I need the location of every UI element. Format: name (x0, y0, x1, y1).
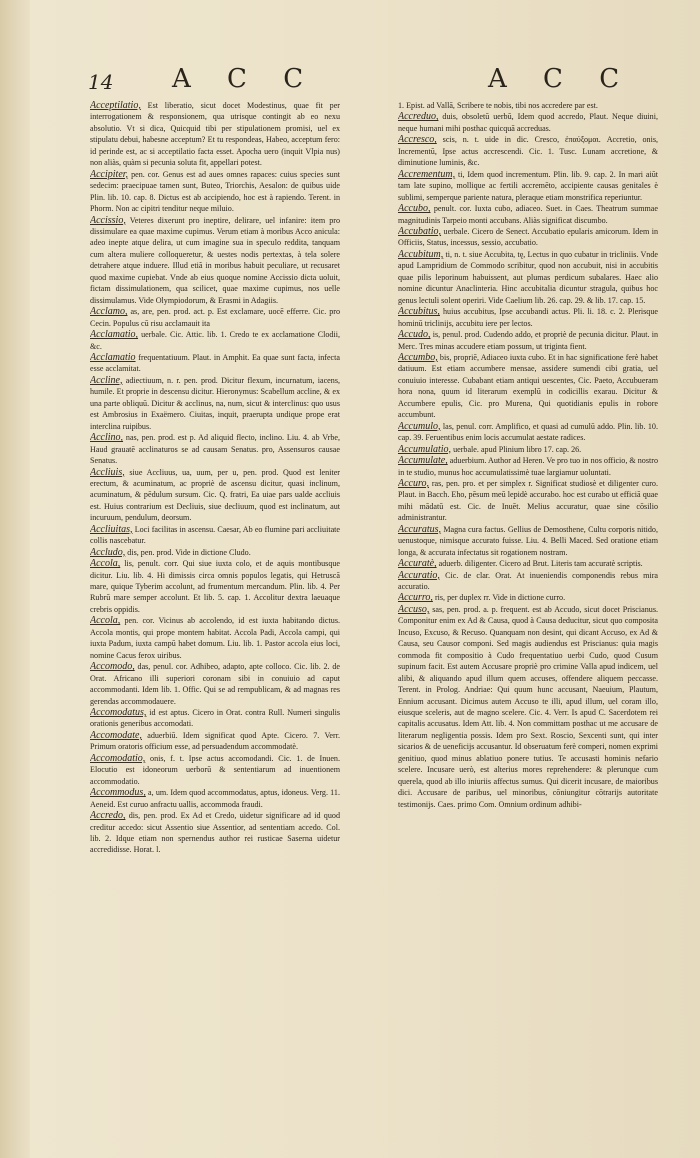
dictionary-entry (90, 558, 340, 615)
dictionary-entry (90, 306, 340, 329)
entry-lemma: Accludo, (90, 546, 126, 558)
entry-lemma: Acclamatio, (90, 329, 139, 341)
entry-text: scis, n. t. uide in dic. Cresco, ἐπαύξομαι. Accretio, onis, Incrementū, Ipse actus accrescendi. Cic. 1. Tusc. Lunam accretione, & diminutione luminis, &c. (398, 135, 658, 168)
entry-text: 1. Epist. ad Vallā, Scribere te nobis, tibi nos accredere par est. (398, 101, 598, 110)
entry-lemma: Accubitus, (398, 306, 440, 318)
dictionary-entry (90, 524, 340, 547)
dictionary-entry (398, 478, 658, 524)
entry-lemma: Accola, (90, 558, 121, 570)
entry-lemma: Accliuitas, (90, 523, 133, 535)
dictionary-entry (90, 329, 340, 352)
entry-text: nas, pen. prod. est p. Ad aliquid flecto, inclino. Liu. 4. ab Vrbe, Haud grauatē acclinaturos se ad causam Senatus. pro, Assensuros causae Senatus. (90, 433, 340, 466)
dictionary-entry (90, 215, 340, 307)
dictionary-entry (90, 432, 340, 466)
entry-lemma: Accreduo, (398, 111, 439, 123)
entry-text: duis, obsoletū uerbū, Idem quod accredo, Plaut. Neque diuini, neque humani mihi posthac quicquā accreduas. (398, 112, 658, 133)
entry-lemma: Accuso, (398, 603, 430, 615)
entry-lemma: Accomodatio, (90, 752, 146, 764)
entry-lemma: Accissio, (90, 214, 126, 226)
entry-text: Est liberatio, sicut docet Modestinus, quae fit per interrogationem & responsionem, qua utrisque contingit ab eo nexu absolutio. Vt si dica, Quicquid tibi per stipulationem promisi, uel ex stipulatu debui, habesne acceptum? Et tu respondeas, Habeo, acceptum fero: id perinde est, ac si acceptilatio facta esset. Apocha uero (inquit Vlpia nus) non aliàs, quàm si pecunia soluta fit, appellari potest. (90, 101, 340, 168)
entry-text: uerbale. apud Plinium libro 17. cap. 26. (453, 444, 582, 454)
entry-lemma: Accumulo, (398, 420, 441, 432)
dictionary-entry (398, 570, 658, 593)
entry-lemma: Accuratè, (398, 558, 437, 570)
entry-text: onis, f. t. Ipse actus accomodandi. Cic. 1. de Inuen. Elocutio est idoneorum uerborū & sententiarum ad inuentionem accommodatio. (90, 753, 340, 786)
entry-text: penult. cor. Iuxta cubo, adiaceo. Suet. in Caes. Theatrum summae magnitudinis Tarpeio monti accubans. Aliàs significat discumbo. (398, 204, 658, 225)
left-column (90, 100, 340, 1140)
dictionary-entry (90, 661, 340, 707)
dictionary-entry (90, 352, 340, 375)
dictionary-entry (398, 134, 658, 168)
dictionary-entry (90, 100, 340, 169)
dictionary-entry (398, 592, 658, 603)
entry-lemma: Accommodus, (90, 787, 146, 799)
entry-text: aduerb. diligenter. Cicero ad Brut. Literis tam accuratè scriptis. (438, 559, 643, 569)
entry-text: las, penul. corr. Amplifico, et quasi ad cumulū addo. Plin. lib. 10. cap. 39. Feruentibus enim locis accumulat aestate radices. (398, 421, 658, 443)
page-number: 14 (88, 70, 114, 94)
entry-lemma: Acclino, (90, 432, 124, 444)
dictionary-entry (90, 169, 340, 215)
entry-text: id est aptus. Cicero in Orat. contra Rull. Numeri singulis orationis generibus accomodati. (90, 708, 340, 729)
right-column (398, 100, 658, 1140)
entry-text: Loci facilitas in ascensu. Caesar, Ab eo flumine pari accliuitate collis nascebatur. (90, 524, 340, 546)
entry-lemma: Accumbo, (398, 351, 438, 363)
entry-text: aduerbiū. Idem significat quod Apte. Cicero. 7. Verr. Primum oratoris officium esse, ad persuadendum accommodatè. (90, 730, 340, 752)
entry-text: ras, pen. pro. et per simplex r. Significat studiosè et diligenter curo. Plaut. in Bacch. Eho, pēsum meū lepidè accurabo. hoc est curabo ut efficiā quae mihi mādatū est. Cic. de Inuēt. Melius accuratur, quae sine cōsilio administrantur. (398, 478, 658, 523)
page-header (88, 62, 634, 102)
dictionary-entry (90, 467, 340, 524)
entry-lemma: Accipiter, (90, 168, 129, 180)
dictionary-entry (398, 329, 658, 352)
entry-lemma: Accomodo, (90, 661, 135, 673)
dictionary-entry (398, 306, 658, 329)
dictionary-entry (398, 249, 658, 306)
entry-text: ti, Idem quod incrementum. Plin. lib. 9. cap. 2. In mari aiūt tam late supino, mollique ac fertili accremēto, accipiente causas genitales è sublimi, semperque pariente natura, pleraque etiam monstrifica reperiuntur. (398, 169, 658, 202)
entry-text: aduerbium. Author ad Heren. Ve pro tuo in nos officio, & nostro in te studio, munus hoc accumulatissimè tuae largiamur uoluntati. (398, 456, 658, 477)
entry-lemma: Accredo, (90, 810, 126, 822)
dictionary-entry (90, 615, 340, 661)
entry-lemma: Accuratus, (398, 523, 442, 535)
dictionary-entry (398, 444, 658, 455)
entry-text: das, penul. cor. Adhibeo, adapto, apte colloco. Cic. lib. 2. de Orat. Africano illi superiori coronam sibi in conuiuio ad caput accommodanti. Idem lib. 1. Offic. Qui se ad rempublicam, & ad magnas res gerendas accommodauere. (90, 662, 340, 706)
entry-text: pen. cor. Genus est ad aues omnes rapaces: cuius species sunt sedecim: praecipuae tamen sunt, Buteo, Triorchis, Aesalon: de quibus uide Plin. lib. 10. cap. 8. Dictus est ab accipiendo, hoc est à rapiendo. Terent. in Phorm. Non ac cipitri tenditur neque miluio. (90, 169, 340, 214)
dictionary-entry (398, 421, 658, 444)
entry-lemma: Accumulate, (398, 455, 448, 467)
entry-lemma: Acclamo, (90, 306, 128, 318)
dictionary-entry (90, 375, 340, 432)
entry-text: uerbale. Cicero de Senect. Accubatio epularis amicorum. Idem in Officiis, Status, incessus, sessio, accubatio. (398, 226, 658, 248)
entry-text: dis, pen. prod. Ex Ad et Credo, uidetur significare ad id quod creditur accedo: sicut Assentio siue Assentior, ad sententiam accedo. Col. lib. 2. Idque etiam non spernendus author rei rusticae Saserna uidetur accredidisse. Horat. l. (90, 811, 340, 855)
running-head-left: A C C (172, 64, 318, 94)
entry-text: siue Accliuus, ua, uum, per u, pen. prod. Quod est leniter erectum, & acuminatum, ac propriè de ascensu dicitur, quasi inclinum, acuminatum, & pēdulum sursum. Cic. Q. fratri, Ea uiae pars ualde accliuis est. Huius contrarium est Decliuis, siue decliuum, quod est inclinatum, aut incuruum, pendulum, deorsum. (90, 467, 340, 523)
entry-text: is, penul. prod. Cudendo addo, et propriè de pecunia dicitur. Plaut. in Merc. Tres minas accudere etiam possum, ut triginta fient. (398, 330, 658, 351)
dictionary-entry (398, 111, 658, 134)
dictionary-entry (398, 100, 658, 111)
entry-text: Magna cura factus. Gellius de Demosthene, Cultu corporis nitido, uenustoque, nimisque accurato fuisse. Liu. 4. Belli Maced. Sed oratione etiam longa, & accurata infectatus sit rogationem nostram. (398, 524, 658, 557)
binding-gutter (0, 0, 30, 1158)
entry-lemma: Accumulatio, (398, 443, 452, 455)
entry-text: a, um. Idem quod accommodatus, aptus, idoneus. Verg. 11. Aeneid. Est curuo anfractu uallis, accommoda fraudi. (90, 788, 340, 809)
entry-text: ti, n. t. siue Accubita, tę, Lectus in quo cubatur in tricliniis. Vnde apud Lampridium de Commodo scribitur, quod non accubuit, nisi in accubitis quae pilis leporinum habuissent, aut plumas perdicum subalares. Haec alio nomine dicuntur Anaclinteria. Hinc accubitalia dicuntur stragula, quibus hoc genus lectuli solent operiri. Vide Caelium lib. 26. cap. 29. & lib. 17. cap. 15. (398, 249, 658, 305)
entry-lemma: Accuratio, (398, 569, 440, 581)
entry-text: pen. cor. Vicinus ab accolendo, id est iuxta habitando dictus. Accola montis, qui prope montem habitat. Accola Padi, Accola campi, qui iuxta Padum, iuxta campū habet domum. Liu. lib. 1. Pastor accola eius loci, nomine Cacus ferox uiribus. (90, 616, 340, 660)
dictionary-entry (90, 730, 340, 753)
dictionary-entry (398, 169, 658, 203)
entry-text: lis, penult. corr. Qui siue iuxta colo, et de aquis montibusque dicitur. Liu. lib. 4. Hi dimissis circa omnis populos legatis, qui Hetruscā mare, quique Tyberim accolunt, ad frumentum mercandum. Plin. lib. 4. Per Rubrū mare semper accolunt. Et lib. 5. cap. 1. Accolitur dextra laeuaque crebris oppidis. (90, 559, 340, 614)
entry-lemma: Accubatio, (398, 225, 442, 237)
dictionary-entry (90, 787, 340, 810)
dictionary-entry (90, 753, 340, 787)
dictionary-entry (398, 455, 658, 478)
entry-lemma: Acceptilatio, (90, 100, 141, 111)
entry-lemma: Accliuis, (90, 466, 125, 478)
dictionary-entry (90, 547, 340, 558)
entry-lemma: Acclamatio (90, 351, 136, 363)
entry-lemma: Accola, (90, 615, 121, 627)
dictionary-entry (398, 352, 658, 421)
entry-text: adiectiuum, n. r. pen. prod. Dicitur flexum, incurnatum, iacens, humile. Et proprie in descensu dicitur. Hieronymus: Scabellum accline, & ex una parte obliquū. Dicitur & acclinus, na, num, sicut & interclinus: quo usus est Ambrosius in Exaëmero. Ciuitas, inquit, praerupta undique prope erat interclina ruipibus. (90, 375, 340, 431)
entry-lemma: Accomodate, (90, 729, 142, 741)
dictionary-entry (398, 604, 658, 810)
entry-lemma: Accrementum, (398, 168, 456, 180)
entry-text: as, are, pen. prod. act. p. Est exclamare, uocē efferre. Cic. pro Cecin. Populus cū risu acclamauit ita (90, 307, 340, 328)
dictionary-entry (90, 810, 340, 856)
entry-lemma: Accuro, (398, 477, 430, 489)
entry-lemma: Accubitum, (398, 248, 444, 260)
entry-lemma: Accline, (90, 374, 123, 386)
running-head-right: A C C (488, 64, 634, 94)
entry-lemma: Accresco, (398, 134, 437, 146)
entry-text: bis, propriē, Adiaceo iuxta cubo. Et in hac significatione ferè habet datiuum. Est etiam accumbere mensae, assidere sumendi cibi gratia, uel conuiuio interesse. Cubabant etiam antiqui uescentes, Cic. Paeto, Accubueram hora nona, quum id literarum exemplū in codicillis exarau. Dicitur & Accumbere epulis, Cic. pro Murena, Qui quotidianis epulis in robore accumbunt. (398, 352, 658, 420)
entry-text: frequentatiuum. Plaut. in Amphit. Ea quae sunt facta, infecta esse acclamitat. (90, 352, 340, 374)
entry-text: Cic. de clar. Orat. At inueniendis componendis rebus mira accuratio. (398, 570, 658, 592)
entry-text: ris, per duplex rr. Vide in dictione curro. (434, 593, 566, 603)
entry-text: uerbale. Cic. Attic. lib. 1. Credo te ex acclamatione Clodii, &c. (90, 330, 340, 351)
entry-lemma: Accubo, (398, 203, 431, 215)
entry-lemma: Accurro, (398, 592, 433, 604)
entry-lemma: Accomodatus, (90, 707, 147, 719)
dictionary-entry (398, 524, 658, 558)
dictionary-entry (398, 203, 658, 226)
entry-lemma: Accudo, (398, 329, 431, 341)
dictionary-entry (398, 558, 658, 569)
entry-text: dis, pen. prod. Vide in dictione Cludo. (127, 547, 251, 557)
entry-text: Veteres dixerunt pro ineptire, delirare, uel infanire: item pro dissimulare ea quae maxime cupimus. Verum etiam à moribus Acco anicula: adeo inepte atque delira, ut cum imagine sua in speculo reddita, tanquam cum altera muliere colloqueretur, & uestes nodis pertextas, à tela solere detrahere atque induere. Illud etiã in moribus habuit peculiare, ut recusaret quod maxime cupiebat. Vnde ab eius quoque nomine Accissio dicta uoluit, fictam dissimulationem, qua scilicet, quae maxime cupimus, nos uelle dissimulamus. Vide Olympiodorum, & Erasmi in Adagiis. (90, 215, 340, 305)
entry-text: huius accubitus, Ipse accubandi actus. Pli. li. 18. c. 2. Plerisque hominū triclinijs, accubitu iere per lectos. (398, 307, 658, 328)
dictionary-entry (90, 707, 340, 730)
dictionary-entry (398, 226, 658, 249)
entry-text: sas, pen. prod. a. p. frequent. est ab Accudo, sicut docet Priscianus. Componitur enim ex Ad & Causa, quod à Causa deducitur, sicut quo composita Incuso, Excuso, & Recuso. Quanquam non desint, qui dicant Accuso, ex Ad & Causa, seu Causor componi. Sed magis audiendus est Priscianus: quia magis commoda fit compositio à Cudo frequentatiuo uerbi Cudo, quod Cusum supinum facit. Est autem Accusare propriè pro crimine Valla apud indicem, uel alibi, & aliquando apud illum quem accuses, offendere aliquem peccasse. Terent. in Prolog. Andriae: Qui quum hunc accusant, Naeuium, Plautum, Ennium accusant. Dicimus autem Accuso te illi, apud illum, uel coram illo, eiusque sceleris, aut de magno scelere. Cic. 4. Verr. Is apud C. Sacerdotem rei capitalis accusatus. Idem Att. lib. 4. Non committam posthac ut me accusare de literarum negligentia possis. Idem pro Sext. Roscio, Sexcenti sunt, qui inter sicarios & de ueneficijs accusantur. Id obseruatum ferè comperi, nomen exprimi genitiuo, quod minus ablatiuo ponere tutius. Te accusasti hominis nefario scelere. Incusare uerò, est alterius mores reprehendere: & plerunque cum querela, quod ab illo iniuriis affectus sumus. Qui dicerit incusare, de maioribus dici. Accusare de paribus, uel minoribus, cōniungitur cōtrarijs autoritate testimonijs. Caes. primo Com. Omnium ordinum adhibi- (398, 604, 658, 809)
